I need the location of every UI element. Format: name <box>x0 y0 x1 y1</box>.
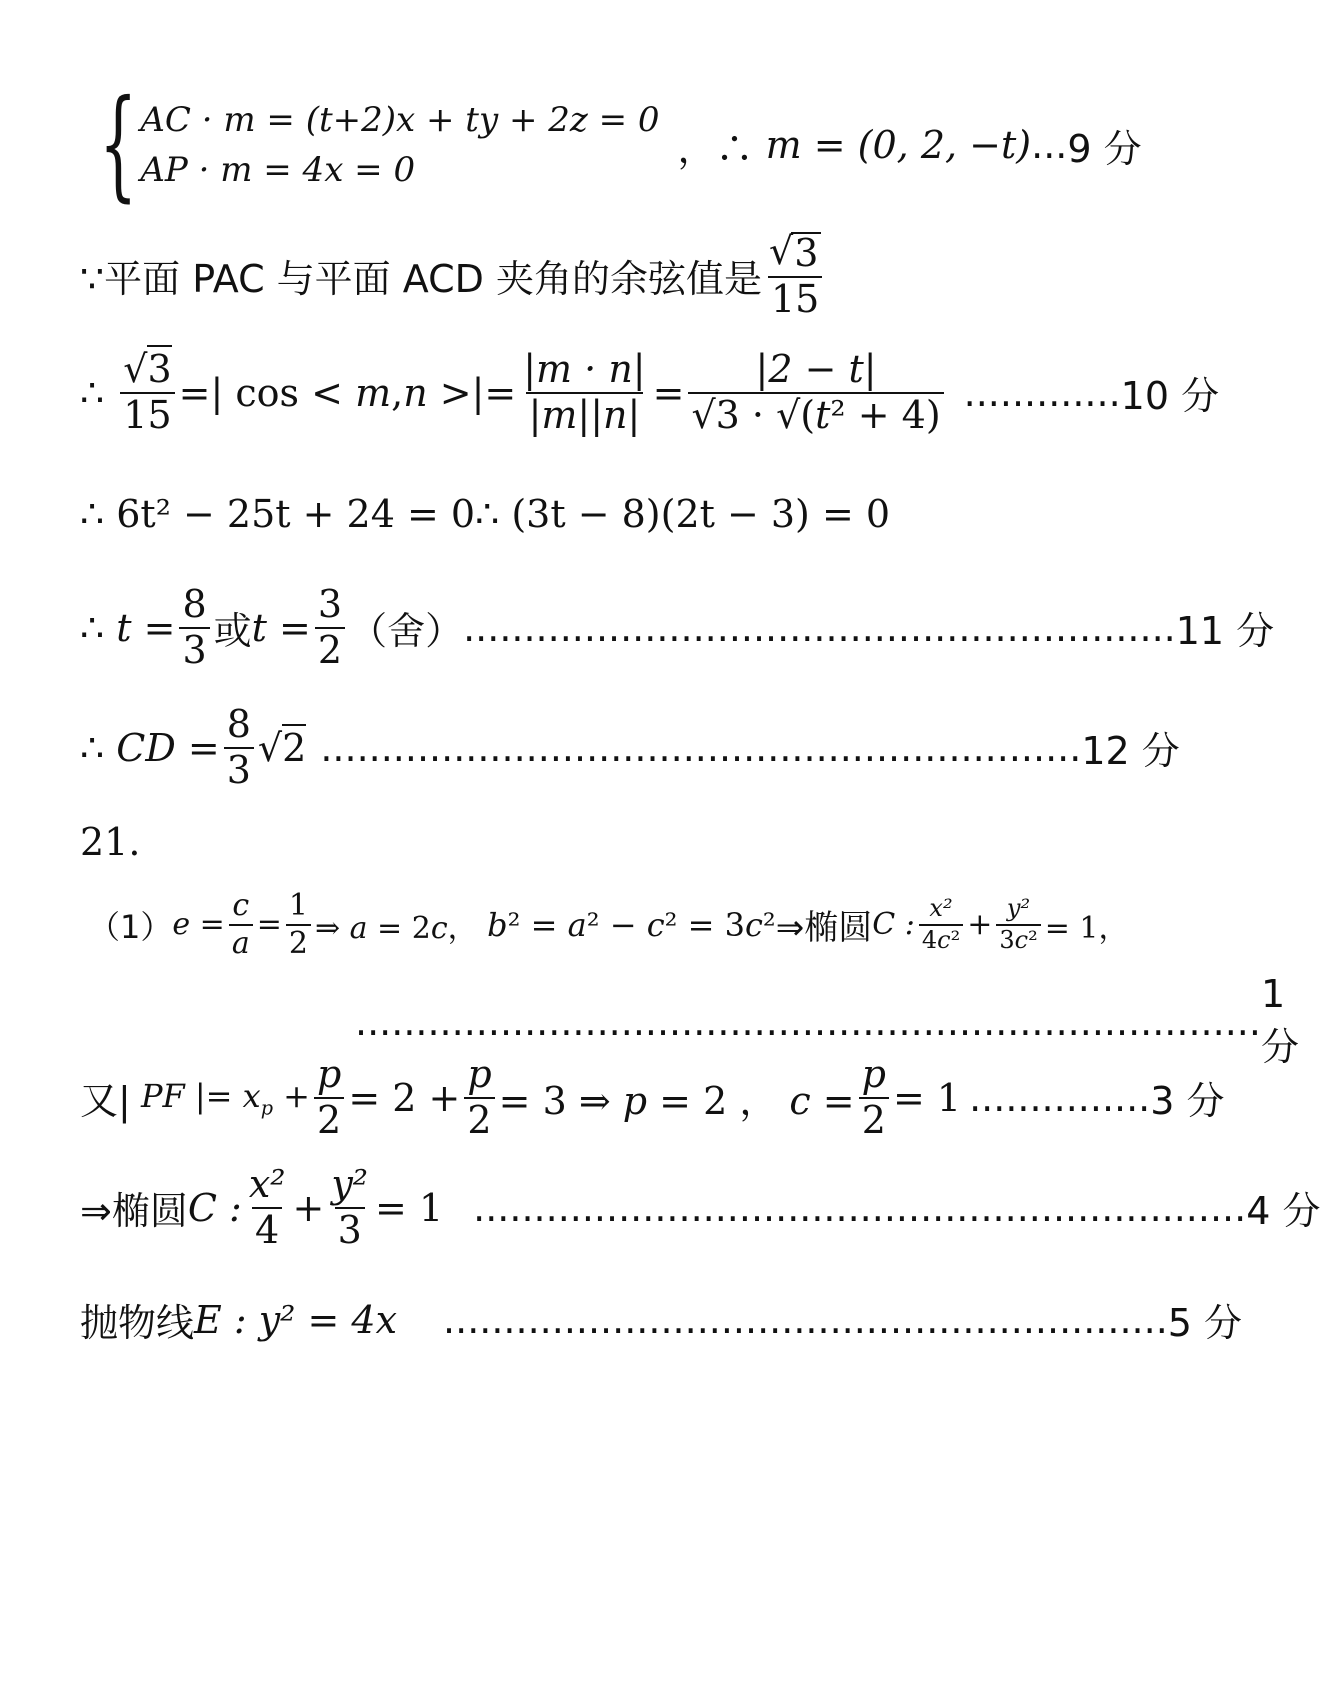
equation-ap-dot-m: AP · m = 4x = 0 <box>140 150 416 190</box>
step5-dots: ............................................................ <box>443 1297 1168 1342</box>
step4-dots: ................................................................ <box>473 1185 1247 1230</box>
cos-dot-fraction: $\frac{|m \cdot n|}{|m||n|}$ <box>523 347 646 437</box>
step3-prefix: 又| <box>80 1079 131 1124</box>
step9-dots: ... <box>1031 123 1068 167</box>
step9-score: 9 分 <box>1067 126 1142 171</box>
quadratic-line <box>80 492 890 536</box>
equation-ac-dot-m: AC · m = (t+2)x + ty + 2z = 0 <box>140 100 660 140</box>
cd-length-line: ∴ CD = $\frac{8}{3}$ √2 ............................................................... 12 分 <box>80 702 1180 792</box>
step5-score: 5 分 <box>1167 1301 1243 1345</box>
focal-distance-line: 又| PF |= $x_p$ + $\frac{p}{2}$ = 2 + $\frac{p}{2}$ = 3 ⇒ p = 2 ， c = $\frac{p}{2}$ = 1 ............... 3 分 <box>80 1052 1225 1142</box>
therefore-symbol: ，∴ <box>677 126 766 171</box>
step12-dots: ............................................................... <box>320 725 1082 770</box>
step11-score: 11 分 <box>1175 609 1275 654</box>
part1-score: 1 分 <box>1260 972 1299 1069</box>
cosine-formula-line: ∴ $\frac{√3}{15}$ =| cos < m,n >|= $\frac{|m \cdot n|}{|m||n|}$ = $\frac{|2 - t|}{\text{√3 · √(t² + 4)}}$ ............. 10 分 <box>80 347 1220 437</box>
part1-label: （1） <box>88 907 173 946</box>
parabola-equation: E : y² = 4x <box>194 1297 398 1342</box>
step11-dots: ........................................................... <box>463 605 1176 650</box>
normal-vector-m: m = (0, 2, −t) <box>765 123 1032 167</box>
or-word: 或 <box>213 609 252 654</box>
solution-t-line: ∴ t = $\frac{8}{3}$ 或 t = $\frac{3}{2}$ （舍） ........................................................... 11 分 <box>80 582 1275 672</box>
step5-prefix: 抛物线 <box>80 1301 195 1345</box>
step4-prefix: ⇒椭圆 <box>80 1189 188 1234</box>
ellipse-equation-line: ⇒椭圆 C : $\frac{\text{x²}}{4}$ + $\frac{\text{y²}}{3}$ = 1 ................................................................ 4 分 <box>80 1162 1320 1252</box>
problem-number: 21. <box>80 820 141 864</box>
part1-line: （1） e = $\frac{c}{a}$ = $\frac{1}{2}$ ⇒ a = 2c， b² = a² − c² = 3c² ⇒椭圆 C : $\frac{\text{x²}}{\text{4c²}}$ + $\frac{\text{y²}}{\text{3c²}}$ = 1， <box>88 888 1129 961</box>
given-frac-denominator: 15 <box>768 276 822 320</box>
therefore-symbol: ∴ <box>80 370 117 415</box>
step3-dots: ............... <box>969 1075 1151 1120</box>
cos-value-fraction: $\frac{|2 - t|}{\text{√3 · √(t² + 4)}}$ <box>688 350 943 436</box>
step4-score: 4 分 <box>1246 1189 1320 1234</box>
cos-lhs-fraction: $\frac{√3}{15}$ <box>120 350 174 436</box>
ellipse-word: ⇒椭圆 <box>775 908 873 948</box>
parabola-equation-line <box>80 1292 1242 1347</box>
part1-dots: ........................................................................... <box>355 999 1261 1044</box>
step10-dots: ............. <box>963 370 1121 415</box>
given-cosine-line <box>80 229 828 321</box>
step10-score: 10 分 <box>1120 374 1220 419</box>
reject-note: （舍） <box>349 609 464 654</box>
step3-score: 3 分 <box>1150 1079 1225 1124</box>
equation-system <box>140 100 659 190</box>
left-brace: { <box>99 75 138 214</box>
cos-abs-expression: =| cos < m,n >|= <box>178 370 517 415</box>
step12-score: 12 分 <box>1081 729 1180 774</box>
system-equations-line <box>80 75 1142 214</box>
given-frac-numerator: √ 3 <box>766 232 824 276</box>
quadratic-equation: ∴ 6t² − 25t + 24 = 0∴ (3t − 8)(2t − 3) = 0 <box>80 492 891 536</box>
given-fraction <box>766 229 824 321</box>
given-text: ∵平面 PAC 与平面 ACD 夹角的余弦值是 <box>80 257 762 302</box>
